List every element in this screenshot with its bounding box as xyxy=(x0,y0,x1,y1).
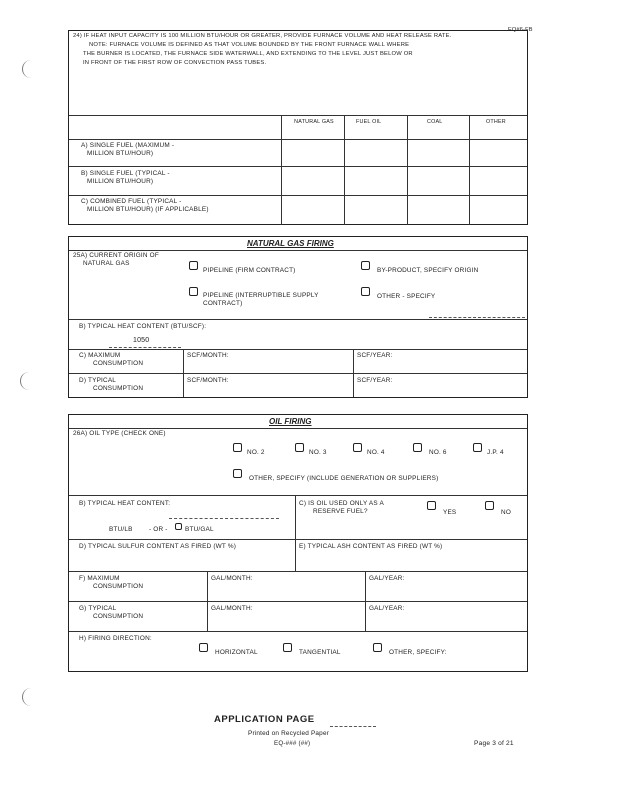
punch-hole-mark xyxy=(20,372,31,390)
no2-label: NO. 2 xyxy=(247,449,265,456)
row-divider xyxy=(69,349,527,350)
byproduct-checkbox[interactable] xyxy=(361,261,370,270)
reserve-no-checkbox[interactable] xyxy=(485,501,494,510)
table-col-line xyxy=(344,115,345,225)
pipeline-interruptible-checkbox[interactable] xyxy=(189,287,198,296)
punch-hole-mark xyxy=(22,60,33,78)
col-header-other: OTHER xyxy=(486,119,506,125)
cell-input[interactable] xyxy=(470,140,526,165)
fuel-capacity-section xyxy=(68,30,528,225)
row-label-single-typ-2: MILLION BTU/HOUR) xyxy=(87,178,154,185)
other-specify-checkbox[interactable] xyxy=(361,287,370,296)
footer-form-no: EQ-### (##) xyxy=(274,740,311,747)
btu-gal-label: BTU/GAL xyxy=(185,526,214,533)
punch-hole-mark xyxy=(22,688,33,706)
other-oil-checkbox[interactable] xyxy=(233,469,242,478)
row-divider xyxy=(69,539,527,540)
footer-title-line xyxy=(330,726,376,727)
typ-gal-month-label: GAL/MONTH: xyxy=(211,605,253,612)
q26c-label: C) IS OIL USED ONLY AS A xyxy=(299,500,384,507)
col-header-natural-gas: NATURAL GAS xyxy=(294,119,334,125)
table-row-line xyxy=(69,195,527,196)
max-scf-year-label: SCF/YEAR: xyxy=(357,352,393,359)
q25c-label: C) MAXIMUM xyxy=(79,352,121,359)
natural-gas-title: NATURAL GAS FIRING xyxy=(247,239,334,248)
q25a-label: 25A) CURRENT ORIGIN OF xyxy=(73,252,159,259)
q26g-label-2: CONSUMPTION xyxy=(93,613,144,620)
cell-input[interactable] xyxy=(345,140,406,165)
row-divider xyxy=(69,631,527,632)
other-specify-label: OTHER - SPECIFY xyxy=(377,293,436,300)
cell-input[interactable] xyxy=(282,140,343,165)
q26a-label: 26A) OIL TYPE (CHECK ONE) xyxy=(73,430,166,437)
row-divider xyxy=(69,495,527,496)
q24-note-2: THE BURNER IS LOCATED, THE FURNACE SIDE WATERWALL, AND EXTENDING TO THE LEVEL JUST BELOW OR xyxy=(83,51,413,57)
footer-recycled: Printed on Recycled Paper xyxy=(248,730,330,737)
btu-lb-label: BTU/LB xyxy=(109,526,133,533)
oil-firing-section xyxy=(68,414,528,672)
jp4-checkbox[interactable] xyxy=(473,443,482,452)
q24-text: 24) IF HEAT INPUT CAPACITY IS 100 MILLION BTU/HOUR OR GREATER, PROVIDE FURNACE VOLUME AND HEAT RELEASE RATE. xyxy=(73,33,452,39)
heat-content-line xyxy=(109,347,181,348)
table-col-line xyxy=(407,115,408,225)
row-divider xyxy=(69,571,527,572)
other-oil-label: OTHER, SPECIFY (INCLUDE GENERATION OR SUPPLIERS) xyxy=(249,475,439,482)
reserve-no-label: NO xyxy=(501,509,511,516)
max-gal-year-label: GAL/YEAR: xyxy=(369,575,405,582)
reserve-yes-label: YES xyxy=(443,509,457,516)
pipeline-interruptible-label-2: CONTRACT) xyxy=(203,300,243,307)
horizontal-label: HORIZONTAL xyxy=(215,649,258,656)
or-label: - OR - xyxy=(149,526,168,533)
pipeline-firm-label: PIPELINE (FIRM CONTRACT) xyxy=(203,267,296,274)
form-id: EQ#6-FB xyxy=(508,27,533,33)
typ-gal-year-label: GAL/YEAR: xyxy=(369,605,405,612)
q26c-label-2: RESERVE FUEL? xyxy=(313,508,368,515)
q24-note-3: IN FRONT OF THE FIRST ROW OF CONVECTION PASS TUBES. xyxy=(83,60,267,66)
row-label-combined-2: MILLION BTU/HOUR) (IF APPLICABLE) xyxy=(87,206,209,213)
q25d-label: D) TYPICAL xyxy=(79,377,117,384)
table-top-line xyxy=(69,115,527,116)
typ-scf-year-label: SCF/YEAR: xyxy=(357,377,393,384)
no2-checkbox[interactable] xyxy=(233,443,242,452)
tangential-label: TANGENTIAL xyxy=(299,649,341,656)
max-gal-month-label: GAL/MONTH: xyxy=(211,575,253,582)
row-divider xyxy=(69,373,527,374)
no4-checkbox[interactable] xyxy=(353,443,362,452)
table-col-line xyxy=(281,115,282,225)
typ-scf-month-label: SCF/MONTH: xyxy=(187,377,229,384)
row-divider xyxy=(69,601,527,602)
natural-gas-section xyxy=(68,236,528,398)
q26g-label: G) TYPICAL xyxy=(79,605,117,612)
col-header-coal: COAL xyxy=(427,119,443,125)
btu-gal-checkbox[interactable] xyxy=(175,523,182,530)
pipeline-firm-checkbox[interactable] xyxy=(189,261,198,270)
no3-label: NO. 3 xyxy=(309,449,327,456)
q25d-label-2: CONSUMPTION xyxy=(93,385,144,392)
table-col-line xyxy=(469,115,470,225)
footer-page-number: Page 3 of 21 xyxy=(474,740,514,747)
col-header-fuel-oil: FUEL OIL xyxy=(356,119,382,125)
q26f-label-2: CONSUMPTION xyxy=(93,583,144,590)
cell-input[interactable] xyxy=(408,140,468,165)
q24-note: NOTE: FURNACE VOLUME IS DEFINED AS THAT VOLUME BOUNDED BY THE FRONT FURNACE WALL WHERE xyxy=(89,42,410,48)
no6-label: NO. 6 xyxy=(429,449,447,456)
col-divider xyxy=(295,539,296,571)
row-label-single-max: A) SINGLE FUEL (MAXIMUM - xyxy=(81,142,175,149)
q26f-label: F) MAXIMUM xyxy=(79,575,120,582)
max-scf-month-label: SCF/MONTH: xyxy=(187,352,229,359)
q25c-label-2: CONSUMPTION xyxy=(93,360,144,367)
byproduct-label: BY-PRODUCT, SPECIFY ORIGIN xyxy=(377,267,479,274)
col-divider xyxy=(295,495,296,539)
pipeline-interruptible-label: PIPELINE (INTERRUPTIBLE SUPPLY xyxy=(203,292,319,299)
q25b-value[interactable]: 1050 xyxy=(133,337,150,344)
row-label-single-max-2: MILLION BTU/HOUR) xyxy=(87,150,154,157)
q25a-label-2: NATURAL GAS xyxy=(83,260,130,267)
heat-content-oil-line[interactable] xyxy=(169,518,279,519)
no6-checkbox[interactable] xyxy=(413,443,422,452)
other-specify-line[interactable] xyxy=(429,317,525,318)
footer-title: APPLICATION PAGE xyxy=(214,714,315,725)
q26d-label: D) TYPICAL SULFUR CONTENT AS FIRED (WT %) xyxy=(79,543,237,550)
table-row-line xyxy=(69,166,527,167)
section-title-line xyxy=(69,250,527,251)
row-label-combined: C) COMBINED FUEL (TYPICAL - xyxy=(81,198,182,205)
reserve-yes-checkbox[interactable] xyxy=(427,501,436,510)
q26b-label: B) TYPICAL HEAT CONTENT: xyxy=(79,500,171,507)
oil-firing-title: OIL FIRING xyxy=(269,417,312,426)
q26e-label: E) TYPICAL ASH CONTENT AS FIRED (WT %) xyxy=(299,543,443,550)
tangential-checkbox[interactable] xyxy=(283,643,292,652)
q25b-label: B) TYPICAL HEAT CONTENT (BTU/SCF): xyxy=(79,323,207,330)
other-firing-checkbox[interactable] xyxy=(373,643,382,652)
row-divider xyxy=(69,319,527,320)
jp4-label: J.P. 4 xyxy=(487,449,504,456)
section-title-line xyxy=(69,428,527,429)
horizontal-checkbox[interactable] xyxy=(199,643,208,652)
q26h-label: H) FIRING DIRECTION: xyxy=(79,635,152,642)
row-label-single-typ: B) SINGLE FUEL (TYPICAL - xyxy=(81,170,170,177)
no4-label: NO. 4 xyxy=(367,449,385,456)
other-firing-label: OTHER, SPECIFY: xyxy=(389,649,447,656)
no3-checkbox[interactable] xyxy=(295,443,304,452)
